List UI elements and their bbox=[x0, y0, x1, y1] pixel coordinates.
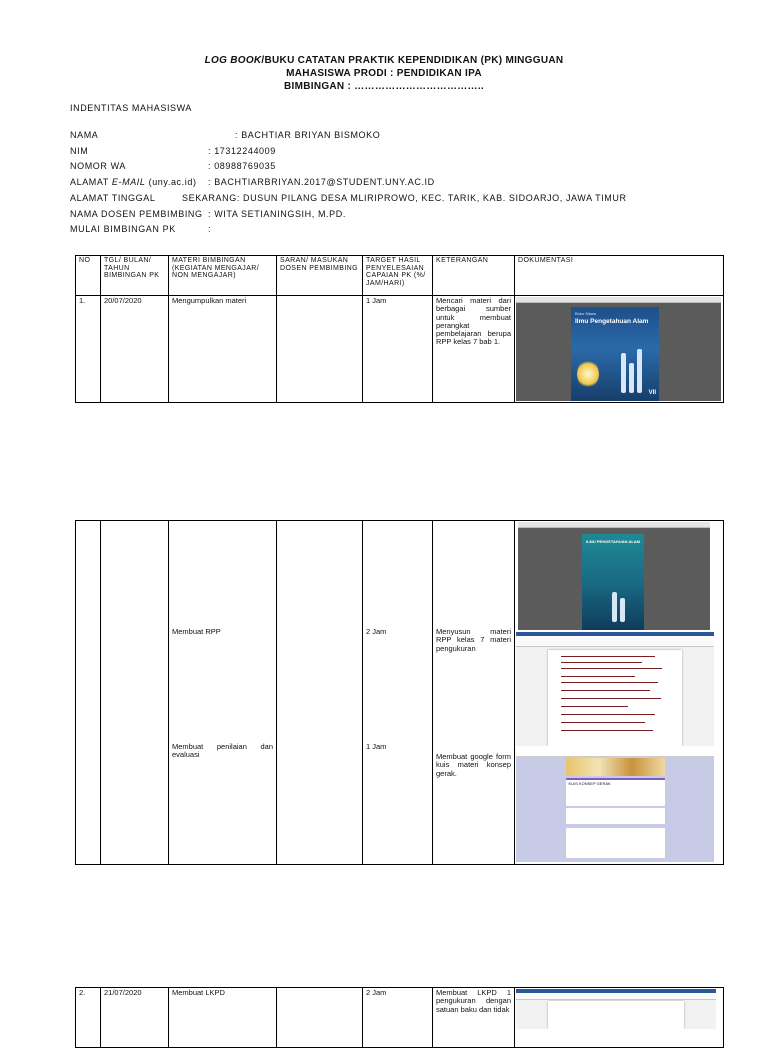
table-row bbox=[76, 988, 724, 1048]
text-line bbox=[561, 656, 655, 657]
book-title-caps: ILMU PENGETAHUAN ALAM bbox=[586, 539, 640, 544]
dosen-label: NAMA DOSEN PEMBIMBING bbox=[70, 209, 203, 219]
identity-nama bbox=[70, 130, 381, 140]
form-title-card bbox=[566, 778, 665, 806]
form-question-card bbox=[566, 828, 665, 858]
dosen-value: : WITA SETIANINGSIH, M.PD. bbox=[208, 209, 346, 219]
screenshot-ebook-viewer bbox=[516, 297, 721, 401]
row1-keterangan: Mencari materi dari berbagai sumber untuk membuat perangkat pembelajaran berupa RPP kelas 7 bab 1. bbox=[433, 296, 515, 403]
word-ribbon bbox=[516, 989, 716, 1000]
identity-mulai bbox=[70, 224, 212, 234]
row2-no: 2. bbox=[76, 988, 101, 1048]
col-header-dokumentasi: DOKUMENTASI bbox=[515, 256, 724, 296]
text-line bbox=[561, 722, 644, 723]
viewer-toolbar bbox=[516, 297, 721, 303]
wa-label: NOMOR WA bbox=[70, 161, 126, 171]
book-cover-image bbox=[582, 534, 644, 630]
text-line bbox=[561, 714, 655, 715]
row1-saran bbox=[277, 296, 363, 403]
nama-label: NAMA bbox=[70, 130, 99, 140]
row1-tgl: 20/07/2020 bbox=[101, 296, 169, 403]
form-title: KUIS KONSEP GERAK bbox=[568, 781, 611, 786]
text-line bbox=[561, 706, 628, 707]
identity-email bbox=[70, 177, 435, 187]
identity-nim bbox=[70, 146, 276, 156]
browser-bar bbox=[516, 748, 714, 757]
email-label-a: ALAMAT bbox=[70, 177, 112, 187]
row2-saran bbox=[277, 988, 363, 1048]
alamat-label: ALAMAT TINGGAL bbox=[70, 193, 156, 203]
word-page bbox=[548, 650, 683, 746]
row2-dokumentasi bbox=[515, 988, 724, 1048]
alamat-value: SEKARANG: DUSUN PILANG DESA MLIRIPROWO, KEC. TARIK, KAB. SIDOARJO, JAWA TIMUR bbox=[182, 193, 627, 203]
mulai-label: MULAI BIMBINGAN PK bbox=[70, 224, 176, 234]
row2-materi: Membuat LKPD bbox=[169, 988, 277, 1048]
row1c-keterangan bbox=[433, 521, 515, 865]
table-row bbox=[76, 521, 724, 865]
tube-illustration bbox=[612, 592, 617, 622]
wa-value: : 08988769035 bbox=[208, 161, 276, 171]
row1-materi: Mengumpulkan materi bbox=[169, 296, 277, 403]
logbook-table-2 bbox=[75, 520, 724, 865]
text-line bbox=[561, 682, 658, 683]
email-label-c: (uny.ac.id) bbox=[145, 177, 197, 187]
email-value: : BACHTIARBRIYAN.2017@STUDENT.UNY.AC.ID bbox=[208, 177, 435, 187]
book-grade: VII bbox=[648, 390, 656, 397]
row1-target: 1 Jam bbox=[363, 296, 433, 403]
title-rest: /BUKU CATATAN PRAKTIK KEPENDIDIKAN (PK) MINGGUAN bbox=[261, 55, 564, 66]
word-ribbon bbox=[516, 632, 714, 647]
col-header-target: TARGET HASIL PENYELESAIAN CAPAIAN PK (%/ JAM/HARI) bbox=[363, 256, 433, 296]
doc-title-line2: MAHASISWA PRODI : PENDIDIKAN IPA bbox=[286, 68, 482, 79]
doc-title-line1 bbox=[0, 55, 768, 66]
bulb-illustration bbox=[577, 359, 599, 389]
book-title: Ilmu Pengetahuan Alam bbox=[575, 318, 649, 325]
screenshot-word-lkpd bbox=[516, 989, 716, 1029]
viewer-toolbar bbox=[518, 522, 710, 528]
text-line bbox=[561, 668, 662, 669]
row1-no: 1. bbox=[76, 296, 101, 403]
screenshot-word-rpp bbox=[516, 632, 714, 746]
col-header-saran: SARAN/ MASUKAN DOSEN PEMBIMBING bbox=[277, 256, 363, 296]
row1c-dokumentasi bbox=[515, 521, 724, 865]
doc-title-line3: BIMBINGAN : ……………………………….. bbox=[283, 81, 485, 92]
row1c-materi-b: Membuat penilaian dan evaluasi bbox=[172, 742, 273, 760]
row1c-materi-a: Membuat RPP bbox=[172, 627, 221, 636]
row1c-keterangan-a: Menyusun materi RPP kelas 7 materi pengukuran bbox=[436, 627, 511, 653]
row1-dokumentasi bbox=[515, 296, 724, 403]
row1c-saran bbox=[277, 521, 363, 865]
identity-wa bbox=[70, 161, 276, 171]
nim-value: : 17312244009 bbox=[208, 146, 276, 156]
tube-illustration bbox=[620, 598, 625, 622]
identity-alamat bbox=[70, 193, 627, 203]
col-header-tgl: TGL/ BULAN/ TAHUN BIMBINGAN PK bbox=[101, 256, 169, 296]
book-cover-image bbox=[571, 307, 659, 401]
row1c-target-a: 2 Jam bbox=[366, 627, 387, 636]
mulai-value: : bbox=[208, 224, 212, 234]
row2-tgl: 21/07/2020 bbox=[101, 988, 169, 1048]
table-header-row bbox=[76, 256, 724, 296]
identity-dosen bbox=[70, 209, 346, 219]
logbook-table-1 bbox=[75, 255, 724, 403]
text-line bbox=[561, 730, 653, 731]
nim-label: NIM bbox=[70, 146, 89, 156]
row1c-target-b: 1 Jam bbox=[366, 742, 387, 751]
tube-illustration bbox=[621, 353, 626, 393]
screenshot-ebook-viewer-2 bbox=[518, 522, 710, 630]
text-line bbox=[561, 662, 642, 663]
word-page bbox=[548, 1001, 684, 1029]
email-label-b: E-MAIL bbox=[111, 177, 146, 187]
row1c-no bbox=[76, 521, 101, 865]
tube-illustration bbox=[629, 363, 634, 393]
identity-section-title: INDENTITAS MAHASISWA bbox=[70, 103, 193, 113]
row1c-materi bbox=[169, 521, 277, 865]
screenshot-google-form bbox=[516, 748, 714, 862]
col-header-keterangan: KETERANGAN bbox=[433, 256, 515, 296]
row1c-tgl bbox=[101, 521, 169, 865]
row1c-target bbox=[363, 521, 433, 865]
tube-illustration bbox=[637, 349, 642, 393]
table-row bbox=[76, 296, 724, 403]
col-header-materi: MATERI BIMBINGAN (KEGIATAN MENGAJAR/ NON MENGAJAR) bbox=[169, 256, 277, 296]
text-line bbox=[561, 698, 661, 699]
title-logbook: LOG BOOK bbox=[204, 55, 262, 66]
text-line bbox=[561, 690, 650, 691]
row1c-keterangan-b: Membuat google form kuis materi konsep gerak. bbox=[436, 752, 511, 778]
row2-target: 2 Jam bbox=[363, 988, 433, 1048]
col-header-no: NO bbox=[76, 256, 101, 296]
text-line bbox=[561, 676, 635, 677]
row2-keterangan: Membuat LKPD 1 pengukuran dengan satuan baku dan tidak bbox=[433, 988, 515, 1048]
nama-value: : BACHTIAR BRIYAN BISMOKO bbox=[235, 130, 381, 140]
form-question-card bbox=[566, 808, 665, 824]
book-series: Buku Siswa bbox=[575, 311, 596, 316]
form-banner bbox=[566, 758, 665, 776]
logbook-table-3 bbox=[75, 987, 724, 1048]
